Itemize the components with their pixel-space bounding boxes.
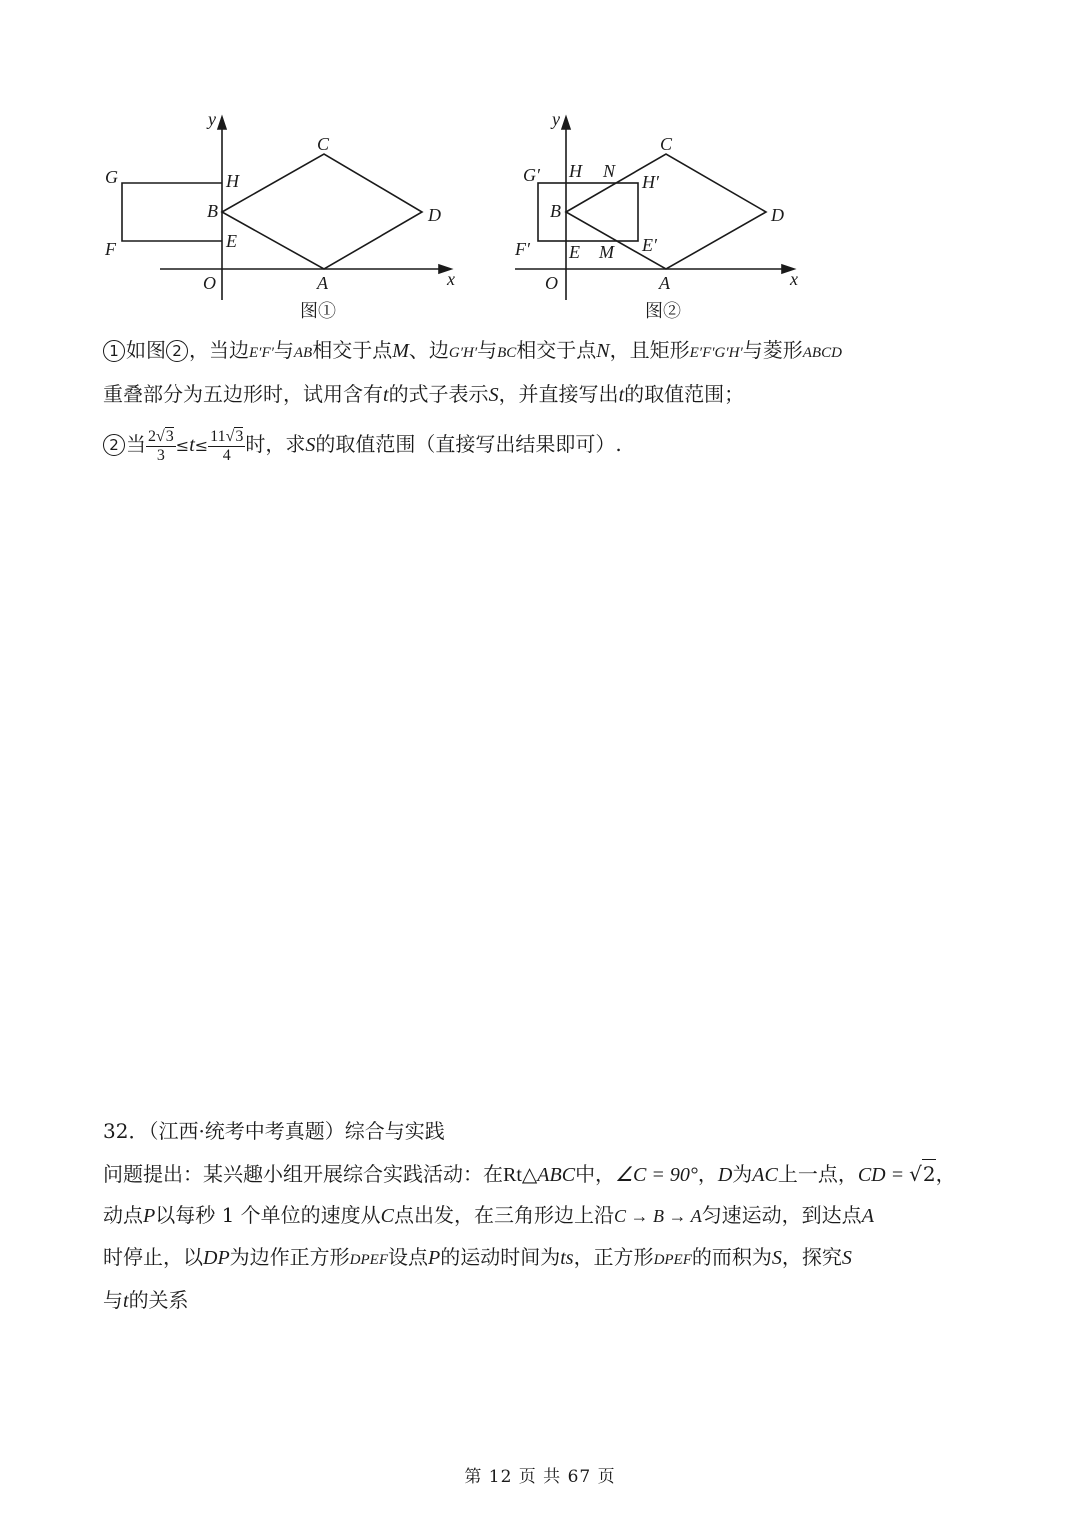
- label-o: O: [203, 273, 216, 293]
- label-e-prime: E′: [642, 235, 657, 255]
- rhombus-abcd: [566, 154, 766, 269]
- label-m: M: [599, 242, 614, 262]
- rhombus-abcd: [222, 154, 422, 269]
- label-e: E: [226, 231, 237, 251]
- label-h: H: [226, 171, 239, 191]
- y-axis-arrow: [562, 117, 570, 129]
- fraction-lower-bound: $\frac{2√3}{3}$: [148, 427, 174, 464]
- label-c: C: [317, 134, 330, 154]
- question-1-line-2: 重叠部分为五边形时，试用含有t的式子表示S，并直接写出t的取值范围；: [103, 382, 745, 406]
- label-d: D: [428, 205, 441, 225]
- label-g-prime: G′: [523, 165, 540, 185]
- label-h-prime: H′: [642, 172, 659, 192]
- figure-2: [505, 105, 815, 325]
- label-x: x: [790, 269, 798, 289]
- circled-figure-ref: 2: [166, 340, 188, 362]
- label-d: D: [771, 205, 784, 225]
- problem-32-line-2: 动点P以每秒 1 个单位的速度从C点出发，在三角形边上沿C → B → A匀速运动，到达点A: [103, 1203, 874, 1227]
- label-b: B: [550, 201, 561, 221]
- circled-number: 2: [103, 434, 125, 456]
- figure-1: [95, 105, 475, 325]
- y-axis-arrow: [218, 117, 226, 129]
- label-a: A: [659, 273, 670, 293]
- problem-32-line-3: 时停止，以DP为边作正方形DPEF设点P的运动时间为ts，正方形DPEF的而积为S，探究S: [103, 1245, 852, 1269]
- label-y: y: [552, 109, 560, 129]
- question-1-line-1: 1 如图 2 ，当边E′F′与AB相交于点M、边G′H′与BC相交于点N，且矩形E′F′G′H′与菱形ABCD: [103, 336, 842, 367]
- problem-32-title: 32．（江西·统考中考真题）综合与实践: [103, 1119, 445, 1143]
- page-footer: 第 12 页 共 67 页: [464, 1467, 616, 1487]
- label-h: H: [569, 161, 582, 181]
- figure-2-caption: 图②: [645, 301, 681, 321]
- problem-32-line-1: 问题提出：某兴趣小组开展综合实践活动：在Rt△ABC中，∠C = 90°，D为AC上一点，CD = √2，: [103, 1159, 956, 1189]
- label-o: O: [545, 273, 558, 293]
- label-y: y: [208, 109, 216, 129]
- problem-32-line-4: 与t的关系: [103, 1288, 189, 1312]
- label-g: G: [105, 167, 118, 187]
- circled-number: 1: [103, 340, 125, 362]
- question-2-line: 2 当 $\frac{2√3}{3}$ ≤t≤ $\frac{11√3}{4}$ 时，求S的取值范围（直接写出结果即可）.: [103, 424, 622, 466]
- fraction-upper-bound: $\frac{11√3}{4}$: [210, 427, 244, 464]
- label-c: C: [660, 134, 673, 154]
- label-f: F: [105, 239, 116, 259]
- label-e: E: [569, 242, 580, 262]
- label-x: x: [447, 269, 455, 289]
- label-f-prime: F′: [515, 239, 530, 259]
- label-n: N: [603, 161, 616, 181]
- label-b: B: [207, 201, 218, 221]
- figure-1-caption: 图①: [300, 301, 336, 321]
- label-a: A: [317, 273, 328, 293]
